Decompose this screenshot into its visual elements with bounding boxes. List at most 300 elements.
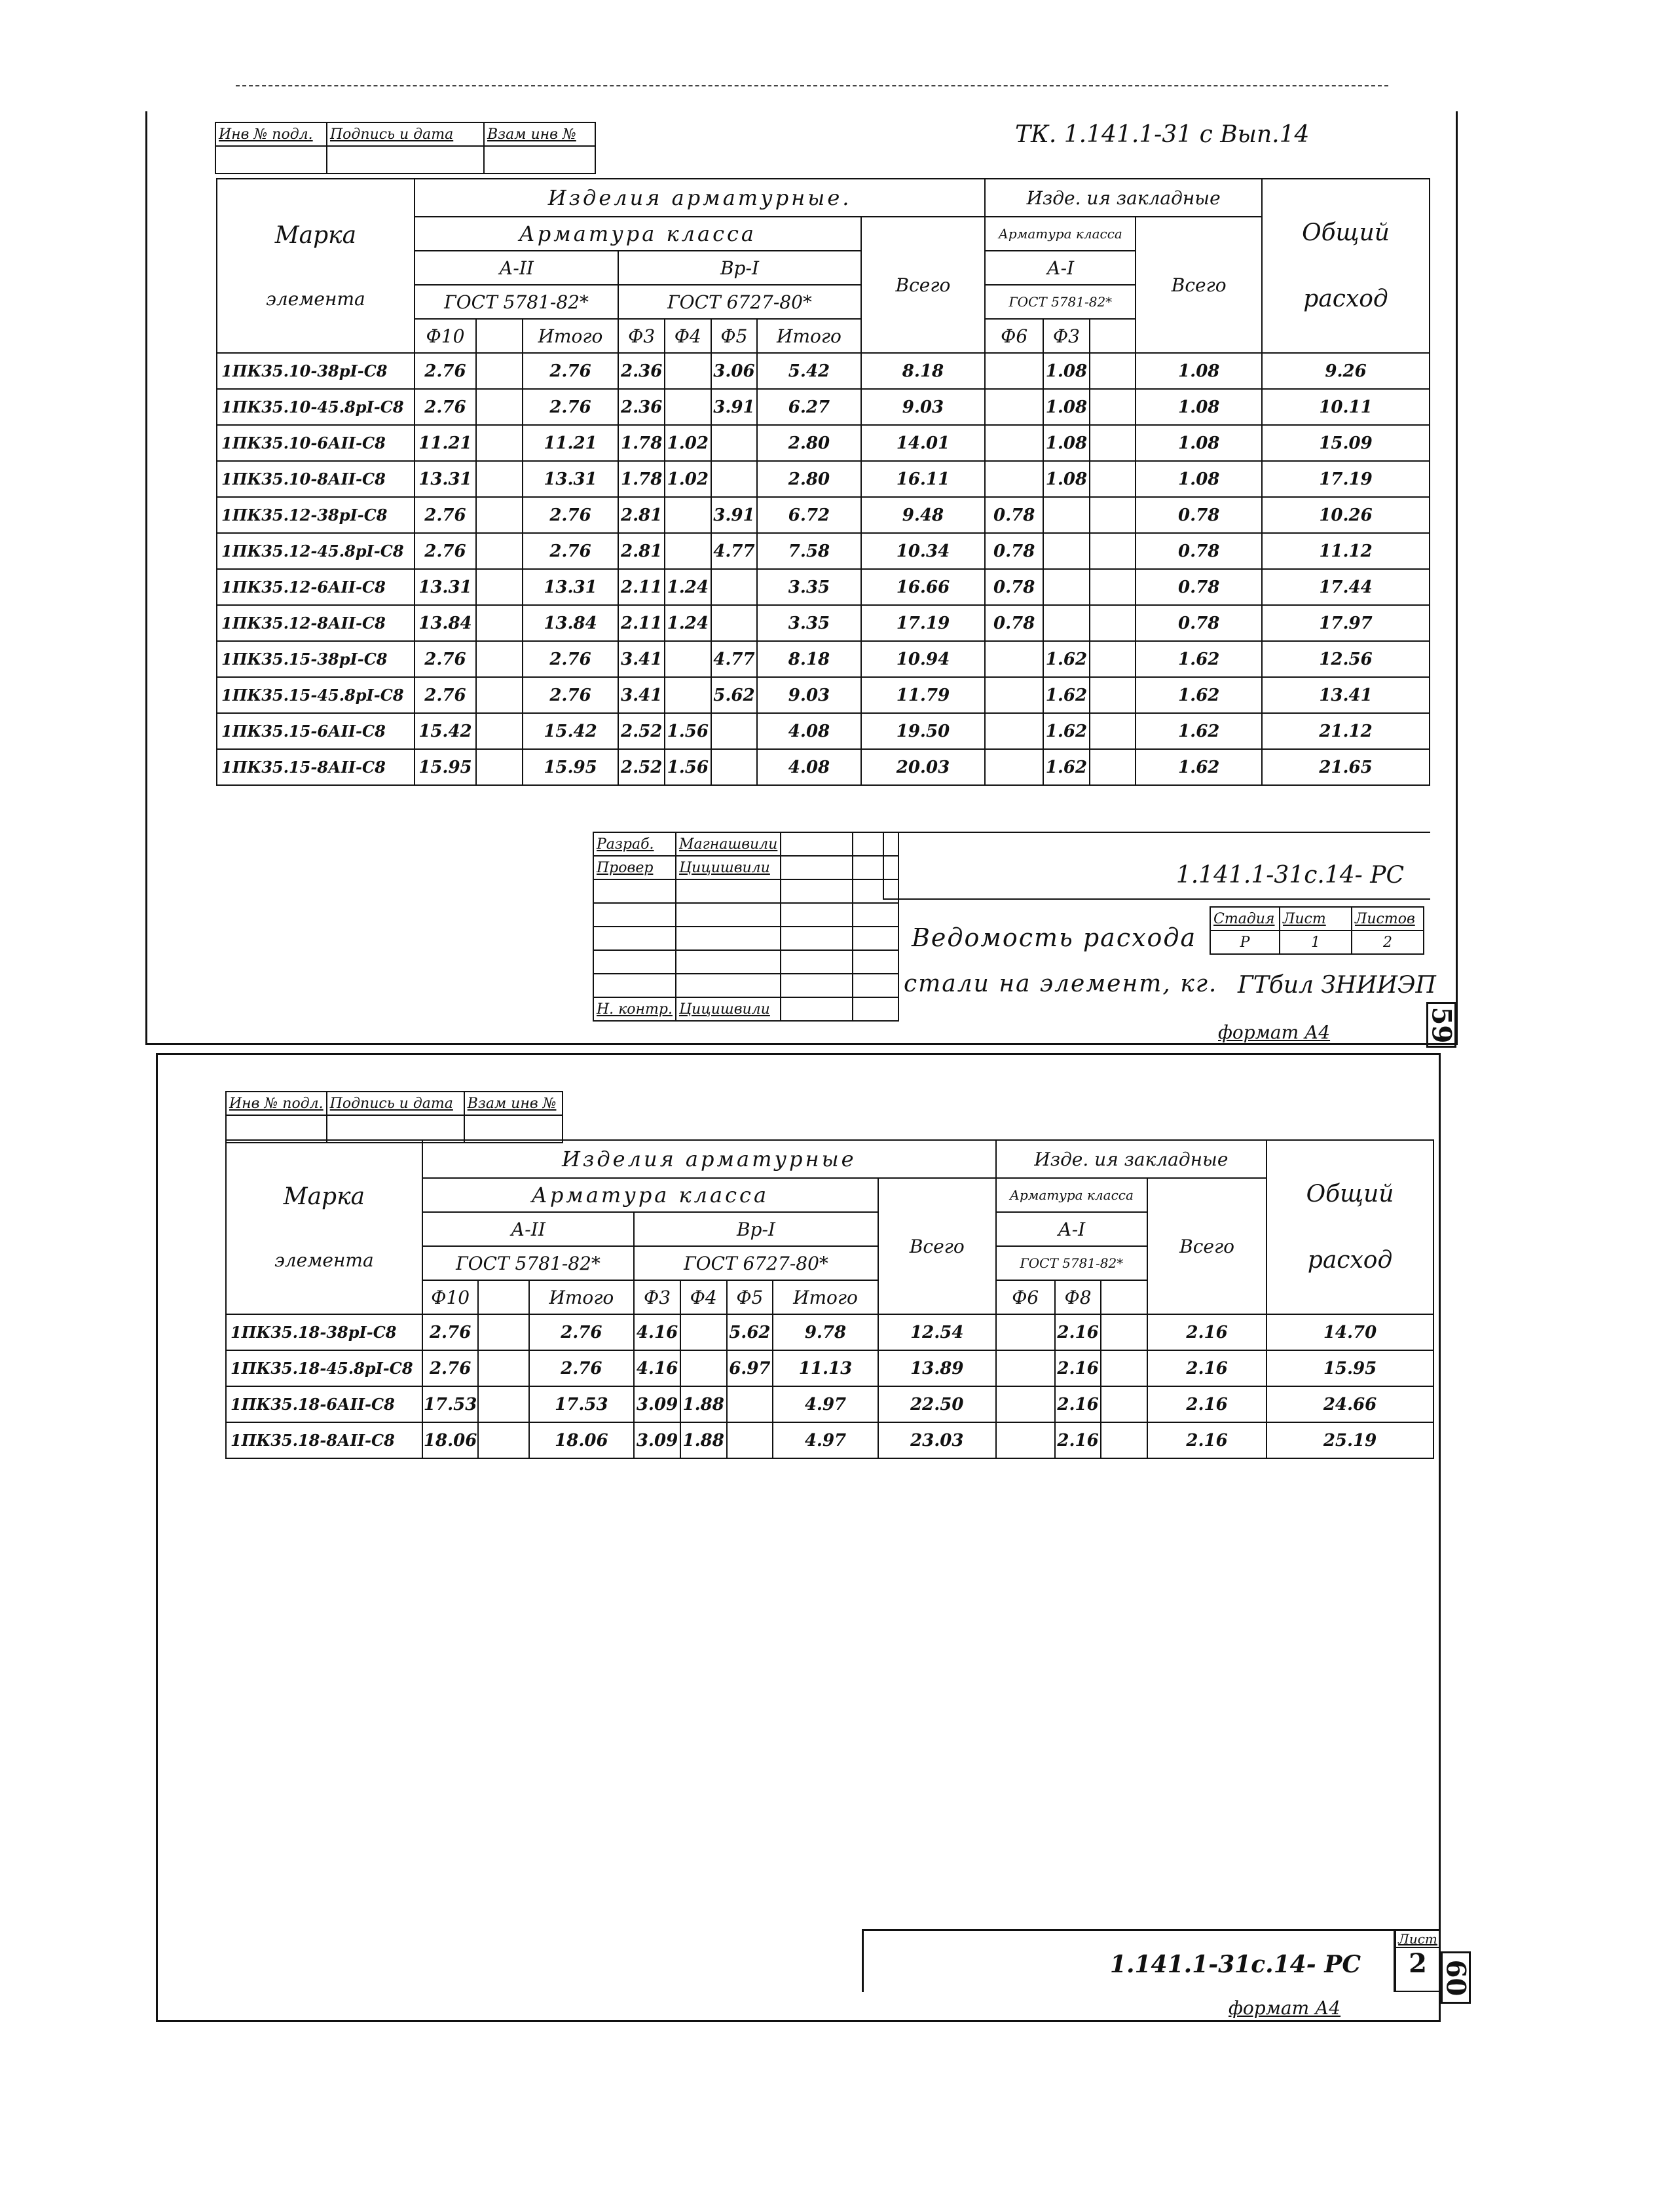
class-a1: А-I [996,1212,1147,1246]
table-cell [1043,497,1090,533]
marka-header: Марка элемента [226,1140,422,1314]
table-cell: 2.52 [618,713,665,749]
table-cell: 9.03 [861,389,986,425]
table-cell: 8.18 [861,353,986,389]
col-f10: Ф10 [422,1280,479,1314]
gost-2: ГОСТ 6727-80* [618,285,860,319]
table-cell: 12.56 [1262,641,1430,677]
table-cell [476,641,523,677]
table-cell [665,497,711,533]
table-cell [476,713,523,749]
table-row [217,425,1430,461]
table-cell: 3.41 [618,641,665,677]
sheet1-stage-block [1210,906,1424,955]
table-cell [1101,1422,1147,1458]
table-cell: 1.24 [665,605,711,641]
table-row [217,533,1430,569]
table-cell: 1.88 [680,1386,727,1422]
sheet1-code: 1.141.1-31с.14- РС [1175,862,1404,889]
table-cell: 11.12 [1262,533,1430,569]
table-cell [1101,1314,1147,1350]
table-cell: 2.81 [618,533,665,569]
sheet1-rows [217,353,1430,785]
table-cell [1090,389,1136,425]
sheet1-code-cell [883,832,1430,900]
element-mark: 1ПК35.12-38рI-С8 [217,497,415,533]
element-mark: 1ПК35.12-6АII-С8 [217,569,415,605]
table-cell: 2.16 [1055,1350,1101,1386]
table-cell [985,641,1043,677]
sheet1-stamp [215,122,596,174]
vsego-header: Всего [861,217,986,353]
table-row [217,569,1430,605]
table-cell [996,1386,1055,1422]
table-cell: 3.09 [634,1386,680,1422]
table-cell: 14.01 [861,425,986,461]
arm-klassa-small: Арматура класса [996,1178,1147,1212]
table-cell: 22.50 [878,1386,996,1422]
class-vr1: Вр-I [634,1212,878,1246]
list-label: Лист [1280,907,1352,931]
armatura-klassa: Арматура класса [422,1178,878,1212]
col-f6: Ф6 [985,319,1043,353]
table-row [217,713,1430,749]
table-cell: 1.08 [1043,389,1090,425]
gost-1: ГОСТ 5781-82* [415,285,618,319]
table-cell [985,389,1043,425]
table-cell [1101,1350,1147,1386]
table-cell: 1.08 [1043,425,1090,461]
class-a2: А-II [415,251,618,285]
sheet1-format: формат А4 [1218,1022,1331,1043]
table-cell: 13.41 [1262,677,1430,713]
table-cell [1090,677,1136,713]
table-cell: 23.03 [878,1422,996,1458]
table-cell: 1.08 [1136,389,1262,425]
table-cell: 10.11 [1262,389,1430,425]
table-row [217,641,1430,677]
table-cell: 0.78 [1136,605,1262,641]
table-cell: 6.97 [727,1350,773,1386]
table-cell: 1.08 [1136,461,1262,497]
table-cell: 2.76 [523,353,619,389]
stadia-label: Стадия [1210,907,1280,931]
element-mark: 1ПК35.15-8АII-С8 [217,749,415,785]
vsego-header: Всего [878,1178,996,1314]
table-cell: 4.77 [711,641,758,677]
table-cell: 15.95 [1266,1350,1433,1386]
obshiy-header: Общий расход [1266,1140,1433,1314]
col-f6: Ф6 [996,1280,1055,1314]
table-row [217,353,1430,389]
table-cell: 17.19 [861,605,986,641]
table-cell: 1.62 [1043,641,1090,677]
table-row [217,749,1430,785]
table-cell: 11.21 [523,425,619,461]
element-mark: 1ПК35.12-8АII-С8 [217,605,415,641]
table-cell: 12.54 [878,1314,996,1350]
table-cell: 15.42 [523,713,619,749]
table-cell [680,1314,727,1350]
table-cell: 17.53 [422,1386,479,1422]
table-cell: 9.48 [861,497,986,533]
table-row [217,461,1430,497]
class-vr1: Вр-I [618,251,860,285]
table-cell: 0.78 [985,533,1043,569]
sheet2-list-label: Лист [1396,1931,1439,1948]
table-cell: 15.42 [415,713,476,749]
col-itogo1: Итого [523,319,619,353]
title-line-1: Ведомость расхода [912,923,1197,952]
table-cell: 2.76 [523,389,619,425]
class-a2: А-II [422,1212,634,1246]
table-cell [478,1422,528,1458]
zakladnye-header: Изде. ия закладные [996,1140,1266,1178]
table-cell: 21.12 [1262,713,1430,749]
table-cell: 1.88 [680,1422,727,1458]
armatura-klassa: Арматура класса [415,217,861,251]
table-row [226,1350,1433,1386]
element-mark: 1ПК35.10-38рI-С8 [217,353,415,389]
n-kontr-label: Н. контр. [593,997,676,1021]
izdelia-header: Изделия арматурные. [415,179,985,217]
table-row [226,1422,1433,1458]
col-itogo1: Итого [529,1280,635,1314]
table-cell: 2.76 [415,677,476,713]
col-f3b: Ф3 [1043,319,1090,353]
table-cell: 2.76 [529,1314,635,1350]
sheet1-signature-block [593,832,899,1022]
table-cell: 2.52 [618,749,665,785]
marka-header: Марка элемента [217,179,415,353]
table-cell: 21.65 [1262,749,1430,785]
table-cell: 1.24 [665,569,711,605]
table-row [226,1314,1433,1350]
element-mark: 1ПК35.18-6АII-С8 [226,1386,422,1422]
table-cell: 6.72 [757,497,860,533]
table-cell: 13.84 [523,605,619,641]
table-cell: 2.16 [1147,1314,1266,1350]
table-cell: 13.31 [523,461,619,497]
table-cell [476,677,523,713]
stamp-sign: Подпись и дата [327,122,484,146]
table-row [217,389,1430,425]
table-cell [1090,749,1136,785]
table-cell: 2.76 [415,497,476,533]
listov-label: Листов [1352,907,1424,931]
stamp-sign: Подпись и дата [327,1092,464,1115]
table-cell [1090,497,1136,533]
table-cell [996,1314,1055,1350]
razrab-label: Разраб. [593,832,676,856]
table-cell: 10.26 [1262,497,1430,533]
sheet2-list-cell [1395,1929,1441,1992]
table-cell: 6.27 [757,389,860,425]
table-cell [985,749,1043,785]
element-mark: 1ПК35.15-6АII-С8 [217,713,415,749]
col-itogo2: Итого [757,319,860,353]
element-mark: 1ПК35.10-6АII-С8 [217,425,415,461]
table-cell: 2.11 [618,605,665,641]
gost-2: ГОСТ 6727-80* [634,1246,878,1280]
element-mark: 1ПК35.18-8АII-С8 [226,1422,422,1458]
table-cell: 3.06 [711,353,758,389]
col-f3: Ф3 [618,319,665,353]
table-cell: 16.66 [861,569,986,605]
table-cell: 2.81 [618,497,665,533]
sheet2-code-cell [862,1929,1395,1992]
table-cell: 2.76 [422,1314,479,1350]
table-cell: 4.08 [757,713,860,749]
sheet2-code: 1.141.1-31с.14- РС [1109,1951,1361,1978]
obshiy-header: Общий расход [1262,179,1430,353]
stamp-vzam: Взам инв № [464,1092,563,1115]
table-cell [1043,533,1090,569]
table-cell: 9.78 [773,1314,878,1350]
table-cell: 2.36 [618,389,665,425]
table-cell [985,713,1043,749]
col-f5: Ф5 [727,1280,773,1314]
table-cell: 9.03 [757,677,860,713]
table-cell [985,353,1043,389]
col-f3: Ф3 [634,1280,680,1314]
table-cell: 10.94 [861,641,986,677]
table-cell: 0.78 [985,605,1043,641]
list-value: 1 [1280,931,1352,954]
table-cell: 2.16 [1055,1314,1101,1350]
title-line-2: стали на элемент, кг. [904,970,1218,997]
col-f5: Ф5 [711,319,758,353]
table-cell: 13.31 [415,569,476,605]
table-cell: 4.08 [757,749,860,785]
table-cell [727,1422,773,1458]
sheet2-side-number: 60 [1441,1951,1471,2004]
org-name: ГТбил ЗНИИЭП [1238,972,1436,999]
table-cell: 17.97 [1262,605,1430,641]
sheet2-rows [226,1314,1433,1458]
listov-value: 2 [1352,931,1424,954]
table-cell [476,533,523,569]
table-cell: 2.16 [1055,1386,1101,1422]
sheet1-side-number: 59 [1426,1002,1456,1048]
table-cell [476,425,523,461]
col-f10: Ф10 [415,319,476,353]
vsego2-header: Всего [1147,1178,1266,1314]
table-cell [665,389,711,425]
table-cell [985,677,1043,713]
table-cell [680,1350,727,1386]
element-mark: 1ПК35.12-45.8рI-С8 [217,533,415,569]
sheet2-steel-table [225,1139,1434,1459]
table-cell: 2.76 [523,641,619,677]
table-cell [1090,425,1136,461]
table-cell [1090,605,1136,641]
table-cell: 2.11 [618,569,665,605]
table-cell: 5.62 [711,677,758,713]
table-cell: 0.78 [1136,533,1262,569]
table-cell [478,1350,528,1386]
table-cell [711,749,758,785]
table-cell: 2.16 [1147,1422,1266,1458]
table-cell: 11.21 [415,425,476,461]
table-cell: 9.26 [1262,353,1430,389]
table-cell [478,1386,528,1422]
table-cell: 2.36 [618,353,665,389]
table-cell: 0.78 [985,569,1043,605]
table-cell: 0.78 [1136,569,1262,605]
table-cell [1090,353,1136,389]
element-mark: 1ПК35.10-8АII-С8 [217,461,415,497]
table-row [217,497,1430,533]
table-cell [996,1422,1055,1458]
table-cell [476,569,523,605]
table-cell: 11.13 [773,1350,878,1386]
stamp-inv: Инв № подл. [215,122,327,146]
table-cell [478,1314,528,1350]
table-cell: 5.62 [727,1314,773,1350]
table-cell: 3.41 [618,677,665,713]
table-cell: 17.53 [529,1386,635,1422]
table-cell: 2.76 [422,1350,479,1386]
col-f8: Ф8 [1055,1280,1101,1314]
col-f4: Ф4 [680,1280,727,1314]
table-cell: 18.06 [422,1422,479,1458]
table-cell [1043,569,1090,605]
n-kontr-name: Цицишвили [676,997,781,1021]
table-cell [476,749,523,785]
arm-klassa-small: Арматура класса [985,217,1136,251]
table-cell: 3.35 [757,569,860,605]
table-cell: 20.03 [861,749,986,785]
table-cell [476,461,523,497]
table-cell [711,425,758,461]
table-cell [1043,605,1090,641]
table-cell: 2.76 [415,533,476,569]
element-mark: 1ПК35.15-38рI-С8 [217,641,415,677]
table-cell: 15.09 [1262,425,1430,461]
table-cell: 2.76 [523,677,619,713]
sheet2-format: формат А4 [1229,1997,1341,2019]
table-cell: 13.31 [523,569,619,605]
table-cell [665,533,711,569]
table-cell: 16.11 [861,461,986,497]
table-cell: 2.76 [415,641,476,677]
stadia-value: Р [1210,931,1280,954]
table-cell [985,461,1043,497]
table-cell: 1.78 [618,425,665,461]
table-row [217,605,1430,641]
table-cell: 18.06 [529,1422,635,1458]
table-cell: 17.19 [1262,461,1430,497]
sheet2-stamp [225,1091,563,1143]
table-cell: 2.80 [757,461,860,497]
table-cell: 0.78 [1136,497,1262,533]
table-cell: 24.66 [1266,1386,1433,1422]
table-cell: 1.62 [1043,749,1090,785]
table-cell: 11.79 [861,677,986,713]
table-cell [985,425,1043,461]
table-cell: 1.08 [1136,353,1262,389]
table-cell: 1.62 [1136,749,1262,785]
gost-3: ГОСТ 5781-82* [985,285,1136,319]
table-cell: 4.16 [634,1314,680,1350]
razrab-name: Магнашвили [676,832,781,856]
table-cell [1090,641,1136,677]
table-cell [711,569,758,605]
table-cell: 4.97 [773,1422,878,1458]
table-cell [476,497,523,533]
table-cell: 8.18 [757,641,860,677]
table-cell [1090,713,1136,749]
sheet1-doc-code: ТК. 1.141.1-31 с Вып.14 [1015,121,1310,148]
table-cell: 2.16 [1147,1350,1266,1386]
gost-1: ГОСТ 5781-82* [422,1246,634,1280]
sheet1-steel-table [216,178,1430,786]
izdelia-header: Изделия арматурные [422,1140,996,1178]
stamp-vzam: Взам инв № [484,122,595,146]
element-mark: 1ПК35.10-45.8рI-С8 [217,389,415,425]
table-cell: 4.97 [773,1386,878,1422]
table-cell: 1.62 [1136,713,1262,749]
table-cell: 1.62 [1043,713,1090,749]
table-cell: 0.78 [985,497,1043,533]
table-cell: 13.89 [878,1350,996,1386]
vsego2-header: Всего [1136,217,1262,353]
table-cell [711,605,758,641]
table-cell: 1.56 [665,713,711,749]
table-cell [711,713,758,749]
table-cell [996,1350,1055,1386]
table-cell: 2.16 [1147,1386,1266,1422]
table-cell: 15.95 [415,749,476,785]
table-cell [476,389,523,425]
table-cell [476,605,523,641]
table-cell: 10.34 [861,533,986,569]
table-cell: 1.08 [1043,353,1090,389]
table-cell: 19.50 [861,713,986,749]
col-itogo2: Итого [773,1280,878,1314]
table-cell: 2.76 [523,497,619,533]
table-cell: 3.91 [711,497,758,533]
table-cell: 1.56 [665,749,711,785]
table-cell: 25.19 [1266,1422,1433,1458]
prover-label: Провер [593,856,676,879]
table-cell [1090,569,1136,605]
table-cell: 4.77 [711,533,758,569]
table-cell [711,461,758,497]
table-cell: 5.42 [757,353,860,389]
class-a1: А-I [985,251,1136,285]
table-cell [665,641,711,677]
table-cell: 1.02 [665,425,711,461]
stamp-inv: Инв № подл. [226,1092,327,1115]
table-cell [665,353,711,389]
table-cell: 1.62 [1136,641,1262,677]
table-cell: 1.08 [1136,425,1262,461]
table-cell: 1.08 [1043,461,1090,497]
table-cell: 2.80 [757,425,860,461]
table-cell: 13.84 [415,605,476,641]
table-cell: 2.76 [415,389,476,425]
table-cell: 2.76 [415,353,476,389]
table-row [226,1386,1433,1422]
table-cell: 15.95 [523,749,619,785]
table-cell: 2.76 [529,1350,635,1386]
table-cell: 4.16 [634,1350,680,1386]
table-cell: 3.35 [757,605,860,641]
table-cell [1101,1386,1147,1422]
table-row [217,677,1430,713]
